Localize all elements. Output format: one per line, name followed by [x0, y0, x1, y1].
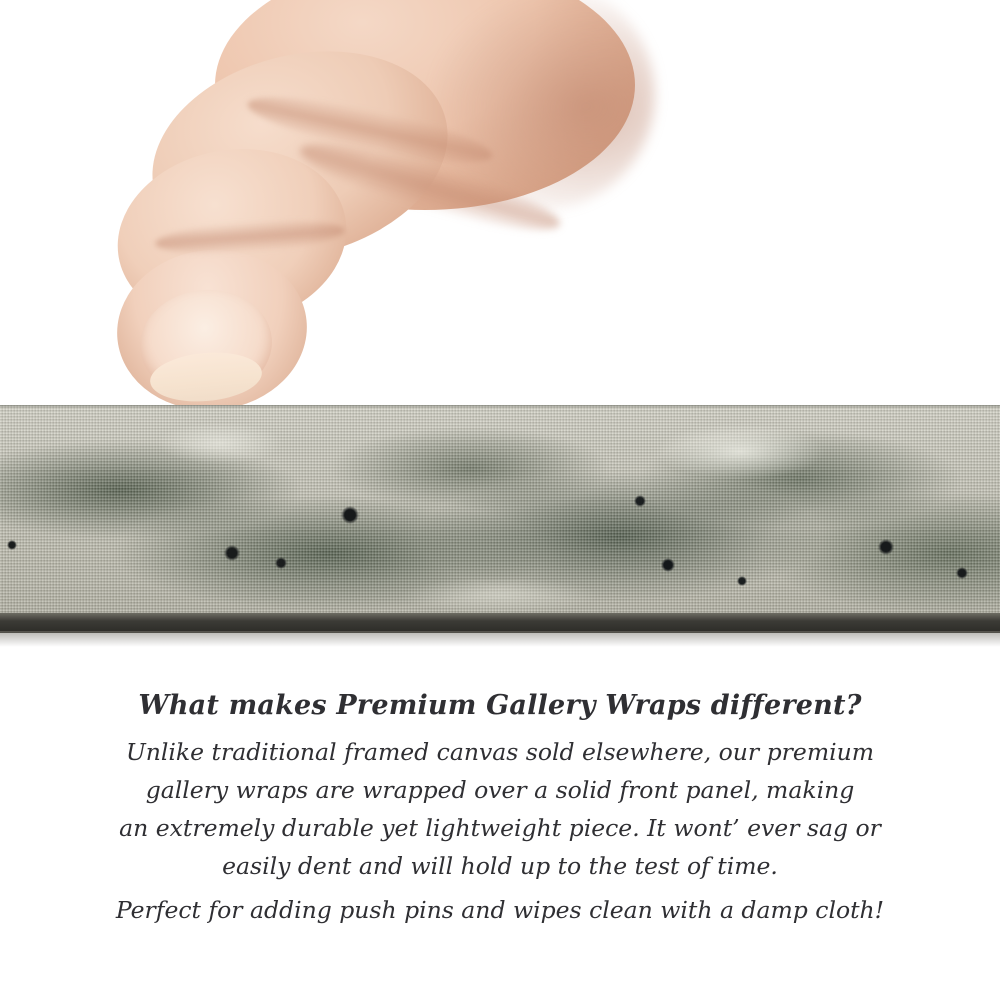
canvas-highlights [0, 405, 1000, 617]
caption-line-2: gallery wraps are wrapped over a solid front panel, making [145, 776, 855, 804]
caption-line-1: Unlike traditional framed canvas sold elsewhere, our premium [125, 738, 875, 766]
caption-heading: What makes Premium Gallery Wraps different? [138, 690, 862, 721]
caption-line-4: easily dent and will hold up to the test of time. [222, 852, 778, 880]
caption-closing-line: Perfect for adding push pins and wipes clean with a damp cloth! [115, 896, 885, 924]
hand-pressing-canvas [95, 0, 655, 420]
canvas-wrap-edge [0, 405, 1000, 617]
canvas-panel-edge [0, 613, 1000, 633]
caption-line-3: an extremely durable yet lightweight piece. It wont’ ever sag or [119, 814, 881, 842]
caption-block [0, 690, 1000, 929]
canvas-drop-shadow [0, 631, 1000, 647]
canvas-top-shadow [0, 405, 1000, 408]
